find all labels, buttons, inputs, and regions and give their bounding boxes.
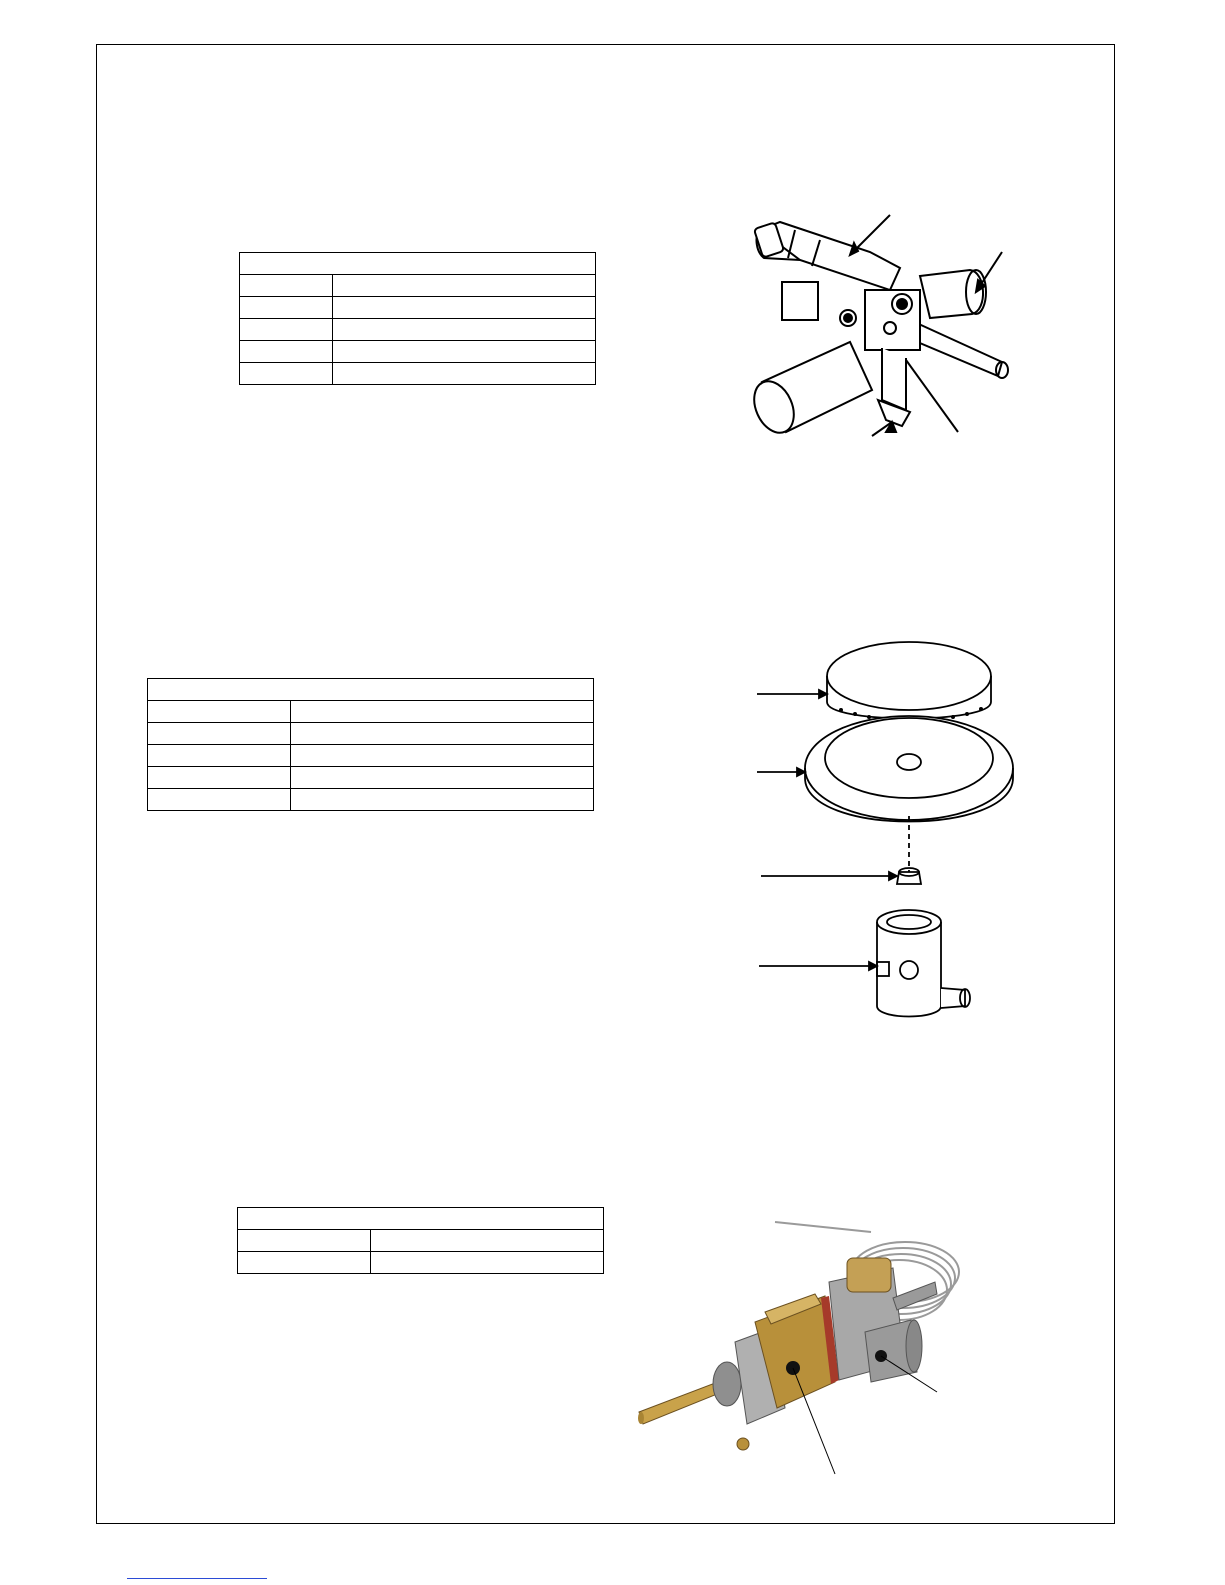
table-cell bbox=[240, 275, 333, 297]
table-header-row bbox=[238, 1208, 604, 1230]
table-cell bbox=[291, 767, 594, 789]
table-row bbox=[148, 701, 594, 723]
table-header-cell bbox=[148, 679, 594, 701]
table-cell bbox=[333, 275, 596, 297]
table-header-cell bbox=[238, 1208, 604, 1230]
table-cell bbox=[291, 723, 594, 745]
table-row bbox=[148, 723, 594, 745]
table-cell bbox=[148, 723, 291, 745]
table-row bbox=[240, 297, 596, 319]
table-cell bbox=[333, 363, 596, 385]
table-row bbox=[238, 1252, 604, 1274]
thermostatic-gas-valve-photo bbox=[635, 1212, 965, 1482]
table-cell bbox=[333, 341, 596, 363]
footer-link-underline[interactable] bbox=[127, 1578, 267, 1579]
table-cell bbox=[240, 319, 333, 341]
gas-valve-assembly-drawing bbox=[740, 200, 1030, 450]
table-cell bbox=[291, 701, 594, 723]
table-cell bbox=[291, 745, 594, 767]
table-cell bbox=[291, 789, 594, 811]
table-header-cell bbox=[240, 253, 596, 275]
table-cell bbox=[148, 767, 291, 789]
table-header-row bbox=[240, 253, 596, 275]
table-row bbox=[240, 341, 596, 363]
table-cell bbox=[240, 363, 333, 385]
spec-table-1 bbox=[239, 252, 596, 385]
table-row bbox=[148, 745, 594, 767]
table-cell bbox=[240, 341, 333, 363]
spec-table-2 bbox=[147, 678, 594, 811]
table-cell bbox=[371, 1230, 604, 1252]
table-row bbox=[240, 275, 596, 297]
table-row bbox=[148, 767, 594, 789]
table-header-row bbox=[148, 679, 594, 701]
table-cell bbox=[333, 297, 596, 319]
table-row bbox=[240, 319, 596, 341]
table-row bbox=[240, 363, 596, 385]
table-cell bbox=[148, 789, 291, 811]
table-cell bbox=[371, 1252, 604, 1274]
table-cell bbox=[333, 319, 596, 341]
table-row bbox=[238, 1230, 604, 1252]
table-cell bbox=[240, 297, 333, 319]
spec-table-3 bbox=[237, 1207, 604, 1274]
table-row bbox=[148, 789, 594, 811]
table-cell bbox=[238, 1252, 371, 1274]
table-cell bbox=[148, 745, 291, 767]
table-cell bbox=[148, 701, 291, 723]
burner-exploded-view-drawing bbox=[755, 636, 1025, 1026]
table-cell bbox=[238, 1230, 371, 1252]
